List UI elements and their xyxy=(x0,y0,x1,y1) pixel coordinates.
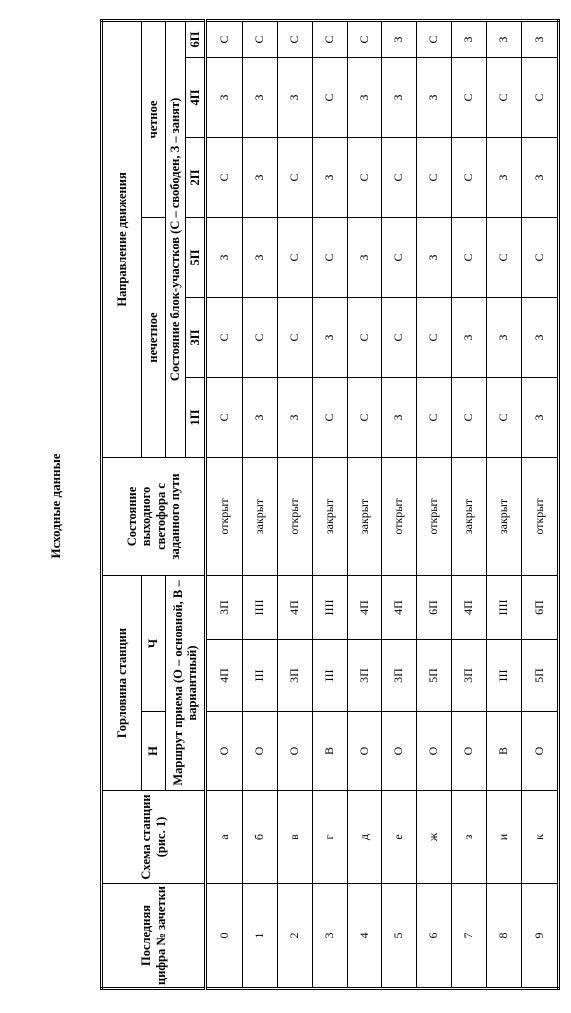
header-even: четное xyxy=(142,20,166,217)
table-cell: З xyxy=(242,217,277,297)
table-cell: С xyxy=(452,217,487,297)
table-cell: 9 xyxy=(521,884,558,989)
table-row xyxy=(417,20,452,988)
header-exit-signal-state: Состояние выходного светофора с заданного пути xyxy=(102,457,206,575)
table-cell: б xyxy=(242,791,277,884)
table-cell: д xyxy=(347,791,382,884)
table-cell: открыт xyxy=(521,457,558,575)
table-cell: 1 xyxy=(242,884,277,989)
table-cell: С xyxy=(277,297,312,377)
table-cell: В xyxy=(312,712,347,791)
header-block-5p: 5П xyxy=(186,217,206,297)
table-cell: З xyxy=(382,20,417,57)
table-cell: С xyxy=(277,137,312,217)
header-block-4p: 4П xyxy=(186,57,206,137)
table-cell: открыт xyxy=(382,457,417,575)
table-cell: 2 xyxy=(277,884,312,989)
table-cell: С xyxy=(382,297,417,377)
table-cell: З xyxy=(242,137,277,217)
table-cell: З xyxy=(417,57,452,137)
table-cell: С xyxy=(382,137,417,217)
header-block-1p: 1П xyxy=(186,377,206,457)
table-cell: 3П xyxy=(277,640,312,712)
table-cell: ІІІ xyxy=(242,640,277,712)
table-cell: О xyxy=(382,712,417,791)
table-cell: С xyxy=(487,217,522,297)
table-row xyxy=(452,20,487,988)
table-cell: С xyxy=(452,377,487,457)
table-cell: З xyxy=(347,217,382,297)
table-body xyxy=(206,20,559,988)
table-cell: закрыт xyxy=(347,457,382,575)
table-cell: З xyxy=(206,57,243,137)
table-cell: 8 xyxy=(487,884,522,989)
table-cell: З xyxy=(417,217,452,297)
table-cell: З xyxy=(487,137,522,217)
table-cell: О xyxy=(277,712,312,791)
header-block-6p: 6П xyxy=(186,20,206,57)
table-row xyxy=(277,20,312,988)
table-cell: З xyxy=(487,297,522,377)
table-cell: З xyxy=(521,137,558,217)
header-direction: Направление движения xyxy=(102,20,142,457)
table-cell: открыт xyxy=(277,457,312,575)
table-cell: 3 xyxy=(312,884,347,989)
table-cell: С xyxy=(347,377,382,457)
table-cell: О xyxy=(206,712,243,791)
table-cell: ІІІ xyxy=(487,640,522,712)
table-cell: ІІІІ xyxy=(312,575,347,639)
table-row xyxy=(242,20,277,988)
initial-data-table xyxy=(100,19,560,990)
page-title: Исходные данные xyxy=(48,453,63,559)
table-cell: С xyxy=(452,57,487,137)
table-cell: 6 xyxy=(417,884,452,989)
table-cell: З xyxy=(521,377,558,457)
table-cell: С xyxy=(206,377,243,457)
table-cell: С xyxy=(521,217,558,297)
header-station-scheme: Схема станции (рис. 1) xyxy=(102,791,206,884)
table-cell: 3П xyxy=(452,640,487,712)
table-cell: 4П xyxy=(206,640,243,712)
table-row xyxy=(521,20,558,988)
table-cell: 4П xyxy=(382,575,417,639)
table-row xyxy=(347,20,382,988)
table-cell: З xyxy=(452,297,487,377)
table-cell: С xyxy=(242,297,277,377)
table-cell: закрыт xyxy=(242,457,277,575)
table-cell: С xyxy=(487,57,522,137)
table-row xyxy=(206,20,243,988)
table-cell: О xyxy=(417,712,452,791)
table-cell: С xyxy=(521,57,558,137)
table-cell: С xyxy=(312,377,347,457)
table-cell: З xyxy=(382,57,417,137)
table-cell: 5П xyxy=(521,640,558,712)
data-table-wrapper xyxy=(100,22,560,990)
table-cell: С xyxy=(206,297,243,377)
table-cell: ІІІІ xyxy=(242,575,277,639)
table-cell: С xyxy=(347,20,382,57)
table-cell: С xyxy=(312,57,347,137)
table-cell: С xyxy=(277,217,312,297)
table-cell: С xyxy=(452,137,487,217)
table-cell: З xyxy=(277,57,312,137)
table-cell: С xyxy=(417,20,452,57)
header-station-throat: Горловина станции xyxy=(102,575,142,790)
table-cell: к xyxy=(521,791,558,884)
table-cell: С xyxy=(242,20,277,57)
table-cell: С xyxy=(277,20,312,57)
header-throat-ch: Ч xyxy=(142,575,166,711)
table-cell: С xyxy=(487,377,522,457)
table-row xyxy=(487,20,522,988)
table-cell: 4П xyxy=(277,575,312,639)
table-cell: е xyxy=(382,791,417,884)
table-cell: О xyxy=(452,712,487,791)
table-cell: 5П xyxy=(417,640,452,712)
header-block-2p: 2П xyxy=(186,137,206,217)
table-cell: С xyxy=(347,297,382,377)
table-cell: З xyxy=(312,137,347,217)
table-cell: С xyxy=(206,20,243,57)
header-reception-route: Маршрут приема (О – основной, В – вариантный) xyxy=(166,575,206,790)
header-block-3p: 3П xyxy=(186,297,206,377)
table-cell: ІІІІ xyxy=(487,575,522,639)
table-row xyxy=(312,20,347,988)
table-cell: ж xyxy=(417,791,452,884)
table-cell: З xyxy=(452,20,487,57)
table-cell: 5 xyxy=(382,884,417,989)
table-cell: В xyxy=(487,712,522,791)
table-cell: З xyxy=(521,20,558,57)
table-cell: 7 xyxy=(452,884,487,989)
table-cell: З xyxy=(487,20,522,57)
header-last-digit: Последняя цифра № зачетки xyxy=(102,884,206,989)
table-cell: закрыт xyxy=(452,457,487,575)
table-cell: 6П xyxy=(417,575,452,639)
header-block-state: Состояние блок-участков (С – свободен, З – занят) xyxy=(166,20,186,457)
table-cell: З xyxy=(347,57,382,137)
table-cell: 6П xyxy=(521,575,558,639)
table-cell: 4П xyxy=(452,575,487,639)
table-cell: З xyxy=(242,57,277,137)
table-cell: 4 xyxy=(347,884,382,989)
table-cell: С xyxy=(417,297,452,377)
table-cell: 4П xyxy=(347,575,382,639)
table-cell: 3П xyxy=(382,640,417,712)
table-cell: 3П xyxy=(347,640,382,712)
table-cell: закрыт xyxy=(487,457,522,575)
table-cell: О xyxy=(347,712,382,791)
table-cell: а xyxy=(206,791,243,884)
table-cell: З xyxy=(206,217,243,297)
table-cell: С xyxy=(417,377,452,457)
header-throat-n: Н xyxy=(142,712,166,791)
header-odd: нечетное xyxy=(142,217,166,457)
table-cell: З xyxy=(277,377,312,457)
table-cell: 0 xyxy=(206,884,243,989)
table-cell: З xyxy=(312,297,347,377)
table-cell: С xyxy=(417,137,452,217)
table-cell: З xyxy=(382,377,417,457)
table-cell: з xyxy=(452,791,487,884)
table-cell: и xyxy=(487,791,522,884)
table-cell: г xyxy=(312,791,347,884)
table-cell: О xyxy=(521,712,558,791)
table-cell: закрыт xyxy=(312,457,347,575)
table-row xyxy=(382,20,417,988)
table-cell: О xyxy=(242,712,277,791)
table-cell: открыт xyxy=(417,457,452,575)
table-cell: в xyxy=(277,791,312,884)
table-cell: З xyxy=(521,297,558,377)
table-cell: С xyxy=(382,217,417,297)
table-cell: 3П xyxy=(206,575,243,639)
table-cell: З xyxy=(242,377,277,457)
table-cell: С xyxy=(347,137,382,217)
table-cell: ІІІ xyxy=(312,640,347,712)
table-cell: С xyxy=(312,217,347,297)
table-cell: С xyxy=(206,137,243,217)
table-cell: открыт xyxy=(206,457,243,575)
table-cell: С xyxy=(312,20,347,57)
